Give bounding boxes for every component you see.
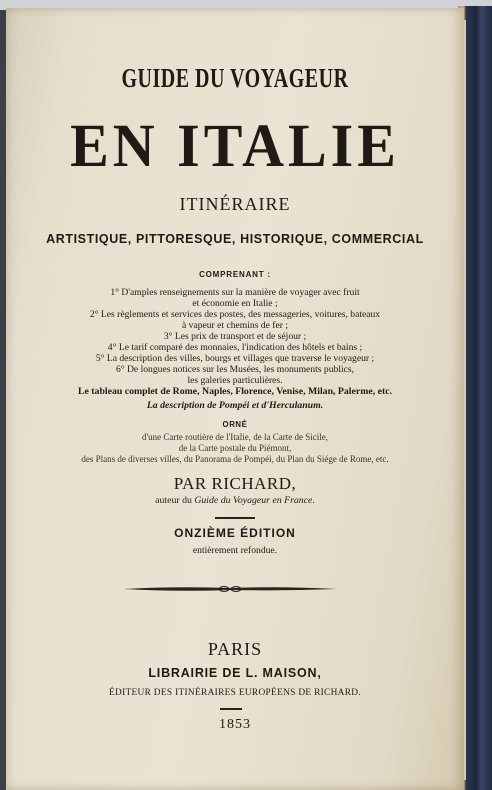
divider-rule [220, 708, 242, 710]
tableau-line: Le tableau complet de Rome, Naples, Florence, Venise, Milan, Palerme, etc. [77, 386, 393, 397]
contents-line: 1° D'amples renseignements sur la manière de voyager avec fruit [110, 287, 360, 298]
author-note-suffix: . [312, 495, 315, 506]
contents-line: 3° Les prix de transport et de séjour ; [163, 331, 307, 342]
edition-note: entièrement refondue. [192, 545, 278, 556]
author: PAR RICHARD, [173, 474, 297, 493]
contents-line: 6° De longues notices sur les Musées, les monuments publics, [115, 364, 355, 375]
cartes-line: d'une Carte routière de l'Italie, de la Carte de Sicile, [142, 432, 328, 442]
contents-line: 2° Les règlements et services des postes, des messageries, voitures, bateaux [89, 309, 381, 320]
comprenant-heading: COMPRENANT : [199, 270, 271, 279]
cartes-line: des Plans de diverses villes, du Panorama de Pompéi, du Plan du Siége de Rome, etc. [81, 454, 389, 464]
subtitle: ITINÉRAIRE [179, 194, 291, 214]
title-page [6, 8, 464, 790]
orne-heading: ORNÉ [222, 420, 248, 429]
main-title: EN ITALIE [70, 111, 400, 180]
publisher-note: ÉDITEUR DES ITINÉRAIRES EUROPÉENS DE RICHARD. [108, 688, 362, 698]
author-note-prefix: auteur du [155, 495, 195, 506]
descriptor: ARTISTIQUE, PITTORESQUE, HISTORIQUE, COMMERCIAL [46, 232, 424, 246]
contents-line: 4° Le tarif comparé des monnaies, l'indication des hôtels et bains ; [107, 342, 363, 353]
ornamental-rule [122, 582, 338, 596]
author-note [6, 495, 464, 506]
divider-rule [215, 517, 255, 519]
edition: ONZIÈME ÉDITION [174, 526, 296, 540]
contents-line: à vapeur et chemins de fer ; [181, 320, 288, 331]
contents-line: 5° La description des villes, bourgs et villages que traverse le voyageur ; [95, 353, 375, 364]
contents-line: les galeries particulières. [187, 375, 283, 386]
pompei-line: La description de Pompéi et d'Herculanum. [146, 400, 324, 411]
imprint-city: PARIS [207, 639, 263, 659]
contents-line: et économie en Italie ; [192, 298, 278, 309]
cartes-line: de la Carte postale du Piémont, [178, 443, 292, 453]
title-line1: GUIDE DU VOYAGEUR [121, 63, 349, 94]
author-note-work: Guide du Voyageur en France [194, 495, 313, 506]
publication-year: 1853 [219, 717, 251, 732]
publisher: LIBRAIRIE DE L. MAISON, [148, 666, 322, 680]
